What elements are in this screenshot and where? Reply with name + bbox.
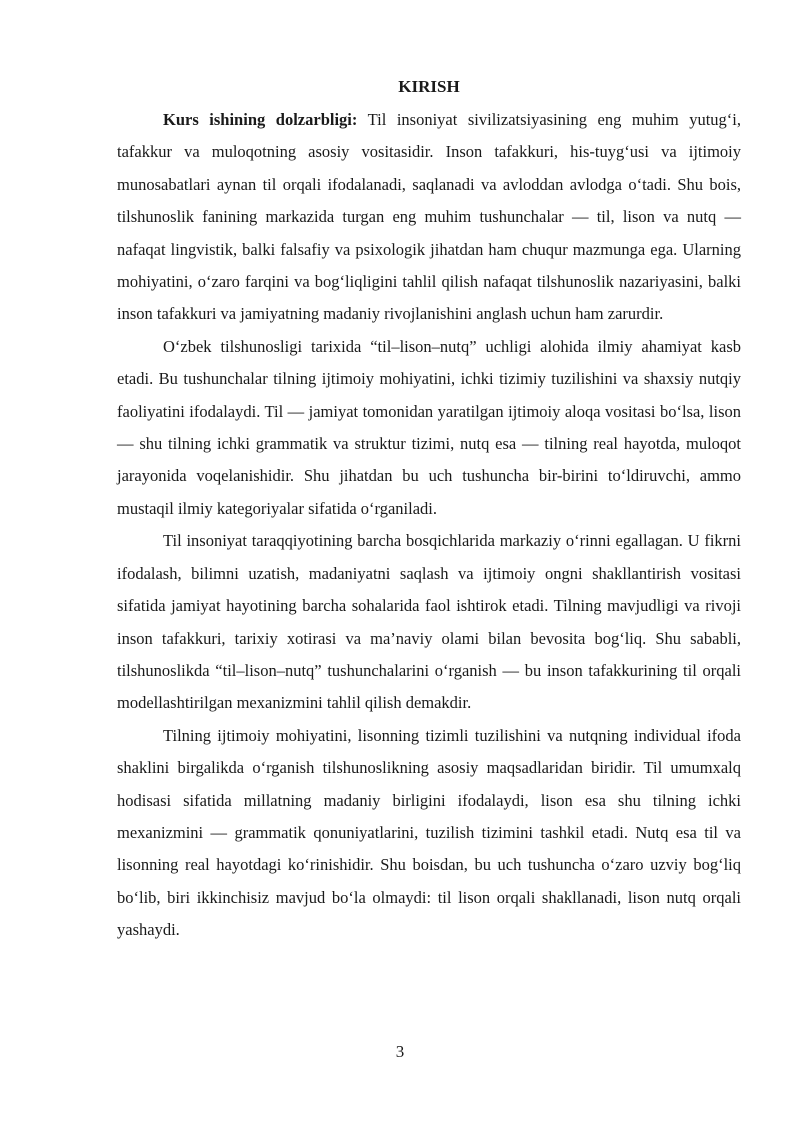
paragraph-lead: Kurs ishining dolzarbligi: (163, 110, 358, 129)
paragraph-1-text: Til insoniyat sivilizatsiyasining eng muhim yutug‘i, tafakkur va muloqotning asosiy vositasidir. Inson tafakkuri, his-tuyg‘usi va ijtimoiy munosabatlari aynan til orqali ifodalanadi, saqlanadi va avloddan avlodga o‘tadi. Shu bois, tilshunoslik fanining markazida turgan eng muhim tushunchalar — til, lison va nutq — nafaqat lingvistik, balki falsafiy va psixologik jihatdan ham chuqur mazmunga ega. Ularning mohiyatini, o‘zaro farqini va bog‘liqligini tahlil qilish nafaqat tilshunoslik nazariyasini, balki inson tafakkuri va jamiyatning madaniy rivojlanishini anglash uchun ham zarurdir. (117, 110, 741, 324)
page-number: 3 (395, 1042, 405, 1061)
paragraph-4: Tilning ijtimoiy mohiyatini, lisonning tizimli tuzilishini va nutqning individual ifoda shaklini birgalikda o‘rganish tilshunoslikning asosiy maqsadlaridan biridir. Til umumxalq hodisasi sifatida millatning madaniy birligini ifodalaydi, lison esa shu tilning ichki mexanizmini — grammatik qonuniyatlarini, tuzilish tizimini tashkil etadi. Nutq esa til va lisonning real hayotdagi ko‘rinishidir. Shu boisdan, bu uch tushuncha o‘zaro uzviy bog‘liq bo‘lib, biri ikkinchisiz mavjud bo‘la olmaydi: til lison orqali shakllanadi, lison nutq orqali yashaydi. (117, 725, 741, 940)
paragraph-3: Til insoniyat taraqqiyotining barcha bosqichlarida markaziy o‘rinni egallagan. U fikrni ifodalash, bilimni uzatish, madaniyatni saqlash va ijtimoiy ongni shakllantirish vositasi sifatida jamiyat hayotining barcha sohalarida faol ishtirok etadi. Tilning mavjudligi va rivoji inson tafakkuri, tarixiy xotirasi va ma’naviy olami bilan bevosita bog‘liq. Shu sababli, tilshunoslikda “til–lison–nutq” tushunchalarini o‘rganish — bu inson tafakkurining til orqali modellashtirilgan mexanizmini tahlil qilish demakdir. (117, 531, 741, 713)
section-heading: KIRISH (398, 77, 460, 96)
paragraph-2: O‘zbek tilshunosligi tarixida “til–lison–nutq” uchligi alohida ilmiy ahamiyat kasb etadi. Bu tushunchalar tilning ijtimoiy mohiyatini, ichki tizimiy tuzilishini va shaxsiy nutqiy faoliyatini ifodalaydi. Til — jamiyat tomonidan yaratilgan ijtimoiy aloqa vositasi bo‘lsa, lison — shu tilning ichki grammatik va struktur tizimi, nutq esa — tilning real hayotda, muloqot jarayonida voqelanishidir. Shu jihatdan bu uch tushuncha bir-birini to‘ldiruvchi, ammo mustaqil ilmiy kategoriyalar sifatida o‘rganiladi. (117, 336, 741, 518)
paragraph-1 (117, 104, 741, 331)
document-page (117, 74, 741, 947)
